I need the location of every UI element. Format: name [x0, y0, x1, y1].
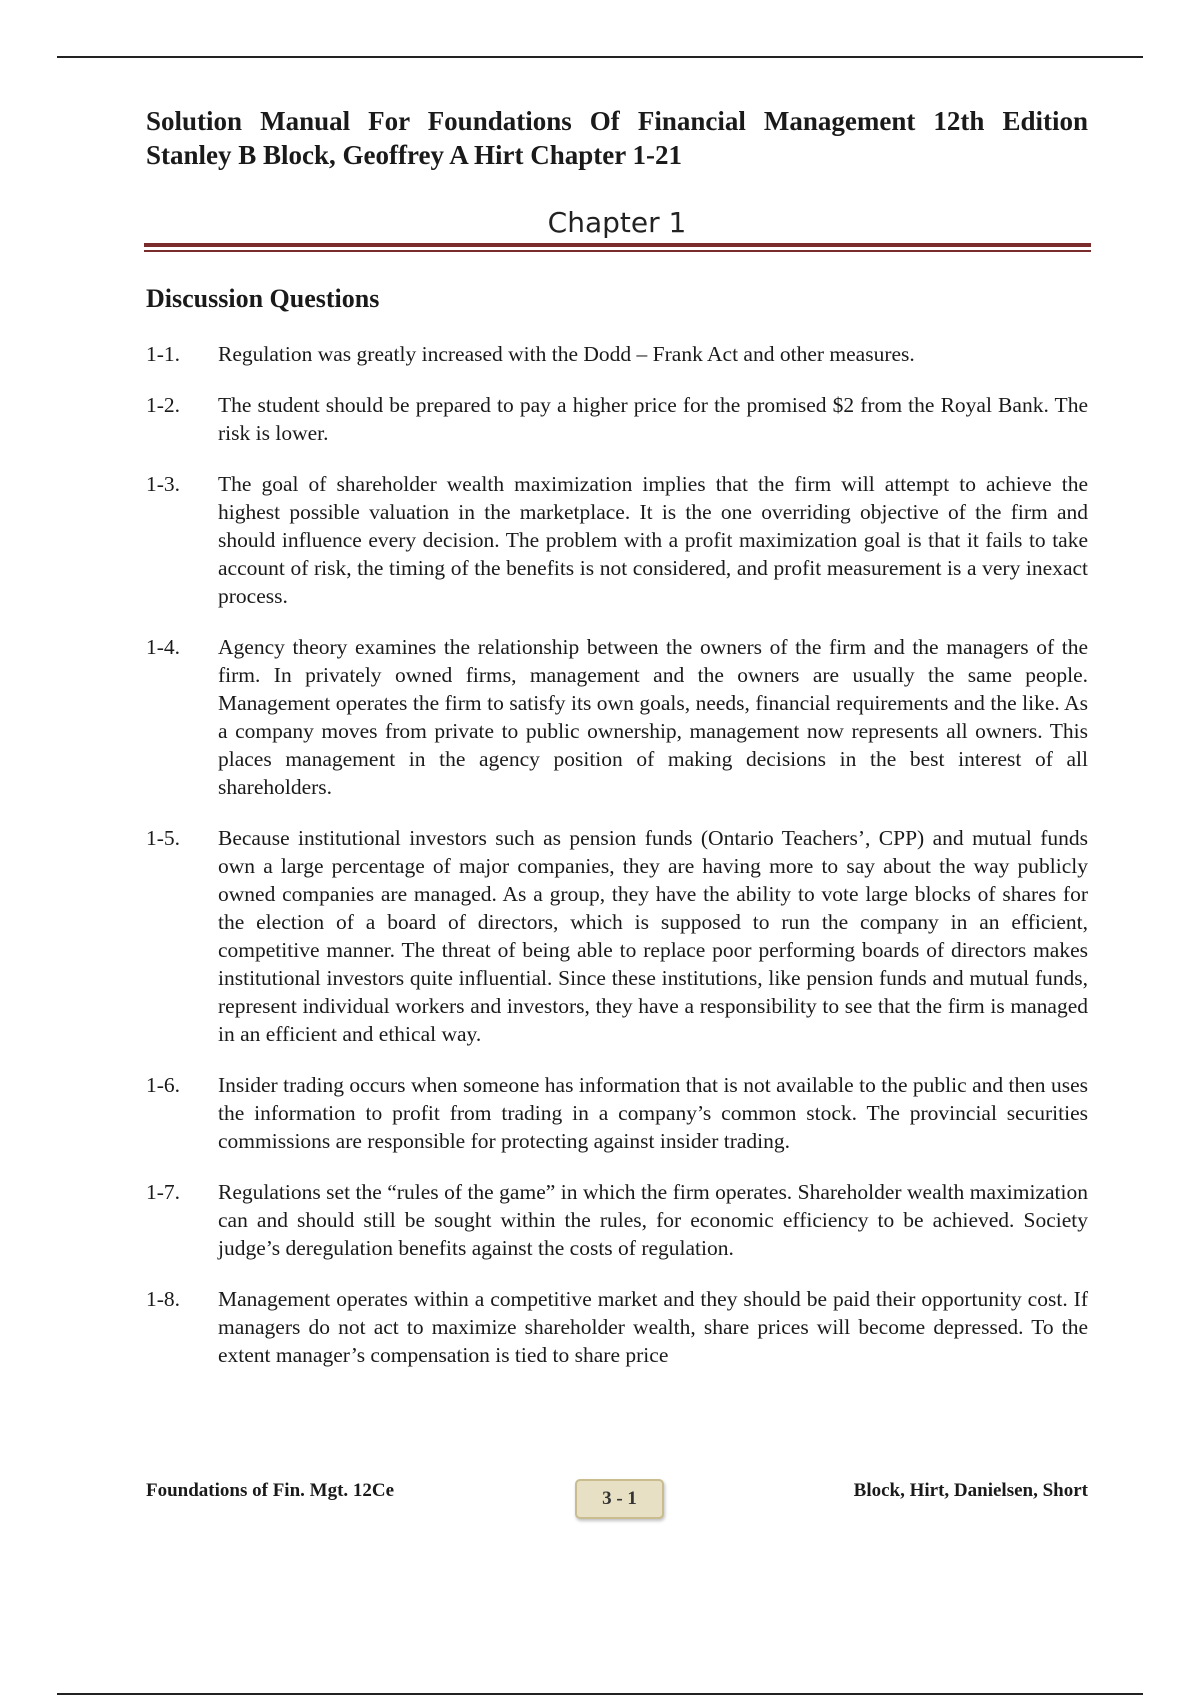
chapter-heading: Chapter 1: [547, 206, 687, 239]
page-number-badge: 3 - 1: [575, 1479, 664, 1519]
bottom-rule: [57, 1693, 1143, 1695]
question-answer-text: Agency theory examines the relationship between the owners of the firm and the managers of the firm. In privately owned firms, management and the owners are usually the same people. Management operates the firm to satisfy its own goals, needs, financial requirements and the like. As a company moves from private to public ownership, management now represents all owners. This places management in the agency position of making decisions in the best interest of all shareholders.: [218, 635, 1088, 799]
question-answer-text: The student should be prepared to pay a higher price for the promised $2 from the Royal Bank. The risk is lower.: [218, 393, 1088, 445]
question-number: 1-5.: [146, 826, 181, 850]
chapter-rule: [144, 243, 1091, 247]
question-answer-text: Regulations set the “rules of the game” in which the firm operates. Shareholder wealth maximization can and should still be sought within the rules, for economic efficiency to be achieved. Society judge’s deregulation benefits against the costs of regulation.: [218, 1180, 1088, 1260]
question-answer-text: Because institutional investors such as pension funds (Ontario Teachers’, CPP) and mutual funds own a large percentage of major companies, they are having more to say about the way publicly owned companies are managed. As a group, they have the ability to vote large blocks of shares for the election of a board of directors, which is supposed to run the company in an efficient, competitive manner. The threat of being able to replace poor performing boards of directors makes institutional investors quite influential. Since these institutions, like pension funds and mutual funds, represent individual workers and investors, they have a responsibility to see that the firm is managed in an efficient and ethical way.: [218, 826, 1088, 1046]
question-answer-text: Regulation was greatly increased with the Dodd – Frank Act and other measures.: [218, 342, 915, 366]
discussion-questions-list: [146, 340, 1088, 1392]
question-item-1-1: [146, 340, 1088, 368]
question-number: 1-8.: [146, 1287, 181, 1311]
question-item-1-3: [146, 470, 1088, 610]
top-rule: [57, 56, 1143, 58]
question-item-1-8: [146, 1285, 1088, 1369]
question-item-1-7: [146, 1178, 1088, 1262]
question-number: 1-1.: [146, 342, 181, 366]
footer-authors: Block, Hirt, Danielsen, Short: [853, 1480, 1088, 1501]
chapter-rule-thin: [144, 250, 1091, 252]
footer-book-title: Foundations of Fin. Mgt. 12Ce: [146, 1480, 395, 1501]
question-answer-text: Management operates within a competitive market and they should be paid their opportunity cost. If managers do not act to maximize shareholder wealth, share prices will become depressed. To the extent manager’s compensation is tied to share price: [218, 1287, 1088, 1367]
question-number: 1-6.: [146, 1073, 181, 1097]
section-heading: Discussion Questions: [146, 284, 380, 313]
question-number: 1-2.: [146, 393, 181, 417]
question-item-1-6: [146, 1071, 1088, 1155]
document-title: Solution Manual For Foundations Of Financial Management 12th Edition Stanley B Block, Geoffrey A Hirt Chapter 1-21: [146, 106, 1088, 170]
question-number: 1-7.: [146, 1180, 181, 1204]
question-number: 1-4.: [146, 635, 181, 659]
question-answer-text: The goal of shareholder wealth maximization implies that the firm will attempt to achieve the highest possible valuation in the marketplace. It is the one overriding objective of the firm and should influence every decision. The problem with a profit maximization goal is that it fails to take account of risk, the timing of the benefits is not considered, and profit measurement is a very inexact process.: [218, 472, 1088, 608]
question-item-1-5: [146, 824, 1088, 1048]
question-answer-text: Insider trading occurs when someone has information that is not available to the public and then uses the information to profit from trading in a company’s common stock. The provincial securities commissions are responsible for protecting against insider trading.: [218, 1073, 1088, 1153]
question-item-1-4: [146, 633, 1088, 801]
question-number: 1-3.: [146, 472, 181, 496]
question-item-1-2: [146, 391, 1088, 447]
